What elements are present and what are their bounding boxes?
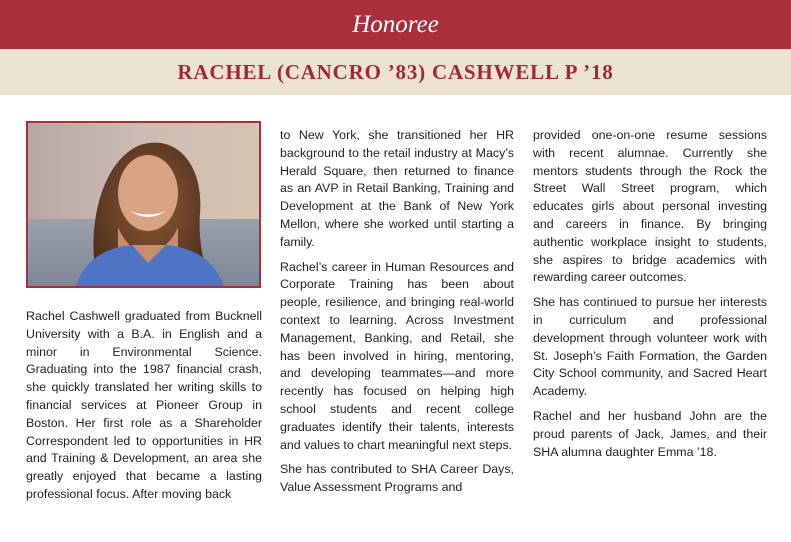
text-column-2 <box>280 127 514 504</box>
text-column-3 <box>533 127 767 468</box>
honoree-name-bar <box>0 49 791 95</box>
banner-title: Honoree <box>352 10 439 38</box>
portrait-photo-icon <box>28 123 259 286</box>
bio-paragraph: Rachel and her husband John are the proud parents of Jack, James, and their SHA alumna daughter Emma ’18. <box>533 408 767 459</box>
text-column-1 <box>26 308 262 511</box>
bio-paragraph: She has continued to pursue her interests in curriculum and professional development through volunteer work with St. Joseph’s Faith Formation, the Garden City School community, and Sacred Heart Academy. <box>533 295 767 399</box>
honoree-portrait-photo <box>26 121 261 288</box>
honoree-banner <box>0 0 791 49</box>
bio-paragraph: to New York, she transitioned her HR background to the retail industry at Macy’s Herald Square, then returned to finance as an AVP in Retail Banking, Training and Development at the Bank of New York Mellon, where she worked until starting a family. <box>280 128 514 249</box>
bio-paragraph: Rachel’s career in Human Resources and Corporate Training has been about people, resilience, and bringing real-world context to learning. Across Investment Management, Banking, and Retail, she has been involved in hiring, mentoring, and developing teammates—and more recently has focused on helping high school students and recent college graduates identify their talents, interests and values to chart meaningful next steps. <box>280 259 514 452</box>
bio-paragraph: She has contributed to SHA Career Days, Value Assessment Programs and <box>280 462 514 495</box>
bio-paragraph: provided one-on-one resume sessions with recent alumnae. Currently she mentors students through the Rock the Street Wall Street program, which educates girls about personal investing and careers in finance. By bringing authentic workplace insight to students, she aspires to bridge academics with rewarding career outcomes. <box>533 128 767 285</box>
honoree-name: RACHEL (CANCRO ’83) CASHWELL P ’18 <box>177 59 614 84</box>
bio-paragraph: Rachel Cashwell graduated from Bucknell University with a B.A. in English and a minor in Environmental Science. Graduating into the 1987 financial crash, she quickly translated her writing skills to financial services at Pioneer Group in Boston. Her first role as a Shareholder Correspondent led to opportunities in HR and Training & Development, an area she greatly enjoyed that became a lasting professional focus. After moving back <box>26 309 262 501</box>
